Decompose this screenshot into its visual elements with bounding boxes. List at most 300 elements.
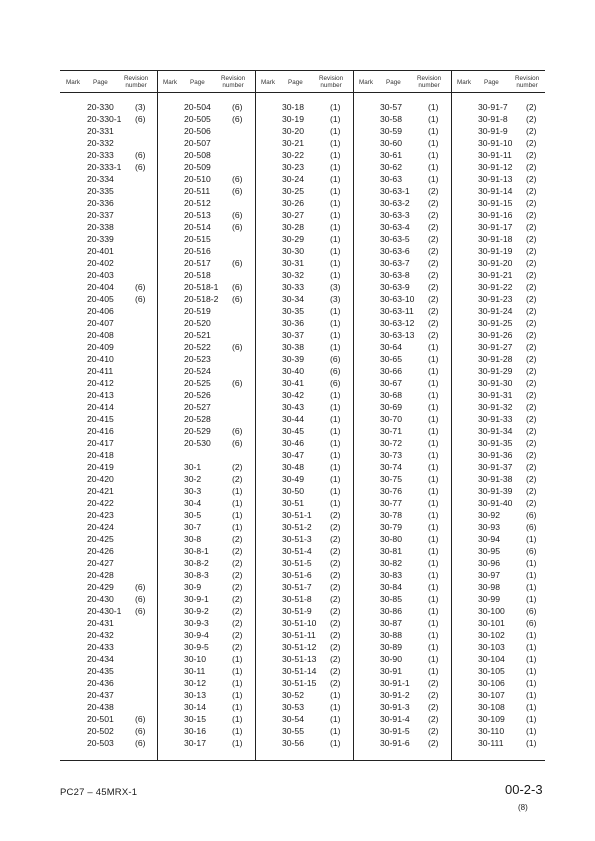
table-row [60,653,157,665]
page-cell: 30-111 [478,738,504,748]
table-row [353,473,450,485]
revision-cell: (6) [232,426,243,436]
page-cell: 30-91-21 [478,270,513,280]
table-row [353,653,450,665]
header-revision-number [124,72,148,92]
table-row [60,209,157,221]
table-row [157,149,254,161]
revision-cell: (2) [428,738,439,748]
table-row [60,161,157,173]
table-row [451,197,548,209]
table-bottom-rule [60,760,545,761]
page-cell: 30-89 [380,642,402,652]
table-row [157,197,254,209]
table-row [157,569,254,581]
table-row [157,125,254,137]
page-cell: 20-432 [87,630,114,640]
table-row [255,497,352,509]
page-cell: 30-63-6 [380,246,410,256]
table-row [60,317,157,329]
revision-cell: (2) [526,438,537,448]
table-row [451,233,548,245]
table-row [255,257,352,269]
header-revision-line2: number [418,82,440,89]
revision-cell: (2) [526,306,537,316]
page-cell: 30-28 [282,222,304,232]
revision-cell: (1) [232,738,243,748]
table-row [353,629,450,641]
page-cell: 30-91-39 [478,486,513,496]
revision-cell: (1) [526,534,537,544]
page-cell: 30-58 [380,114,402,124]
page-cell: 30-86 [380,606,402,616]
table-row [255,437,352,449]
revision-cell: (6) [135,282,146,292]
page-cell: 30-17 [184,738,206,748]
table-row [451,725,548,737]
table-row [157,101,254,113]
page-cell: 30-91-37 [478,462,513,472]
page-cell: 30-87 [380,618,402,628]
header-mark: Mark [457,78,471,86]
revision-cell: (2) [526,282,537,292]
page-cell: 30-105 [478,666,505,676]
revision-cell: (6) [330,354,341,364]
table-row [157,713,254,725]
table-row [451,341,548,353]
revision-cell: (1) [330,474,341,484]
page-cell: 20-522 [184,342,211,352]
page-cell: 20-335 [87,186,114,196]
revision-cell: (1) [330,342,341,352]
table-row [451,137,548,149]
revision-cell: (2) [330,678,341,688]
page-cell: 30-51-5 [282,558,312,568]
page-cell: 30-30 [282,246,304,256]
page-cell: 30-16 [184,726,206,736]
page-cell: 20-421 [87,486,114,496]
table-row [451,665,548,677]
revision-cell: (2) [526,330,537,340]
revision-cell: (2) [526,294,537,304]
revision-cell: (2) [526,162,537,172]
revision-cell: (1) [428,618,439,628]
revision-cell: (6) [526,510,537,520]
page-cell: 30-100 [478,606,505,616]
table-row [353,173,450,185]
table-row [60,245,157,257]
revision-cell: (1) [330,330,341,340]
page-cell: 30-13 [184,690,206,700]
page-cell: 30-91-12 [478,162,513,172]
revision-cell: (2) [526,174,537,184]
table-row [60,449,157,461]
revision-cell: (2) [232,594,243,604]
revision-cell: (6) [135,738,146,748]
table-row [60,425,157,437]
revision-cell: (1) [330,126,341,136]
header-page: Page [484,78,499,86]
page-cell: 30-75 [380,474,402,484]
page-cell: 30-50 [282,486,304,496]
revision-cell: (6) [232,342,243,352]
revision-cell: (1) [526,726,537,736]
table-row [353,389,450,401]
page-cell: 20-523 [184,354,211,364]
table-row [157,365,254,377]
page-cell: 30-4 [184,498,202,508]
page-cell: 20-506 [184,126,211,136]
revision-cell: (2) [232,474,243,484]
page-cell: 30-107 [478,690,505,700]
table-row [255,689,352,701]
table-row [255,221,352,233]
page-cell: 30-20 [282,126,304,136]
page-cell: 30-8-1 [184,546,209,556]
table-row [255,113,352,125]
table-row [60,137,157,149]
table-row [353,701,450,713]
revision-cell: (2) [232,642,243,652]
table-row [451,317,548,329]
page-cell: 20-425 [87,534,114,544]
table-row [60,341,157,353]
table-row [60,509,157,521]
table-row [353,257,450,269]
page-cell: 20-530 [184,438,211,448]
revision-cell: (6) [232,114,243,124]
page-cell: 30-25 [282,186,304,196]
page-cell: 20-330 [87,102,114,112]
revision-cell: (6) [135,714,146,724]
page-cell: 30-104 [478,654,505,664]
table-row [255,305,352,317]
table-row [451,329,548,341]
revision-cell: (2) [428,258,439,268]
table-row [353,401,450,413]
page-cell: 20-524 [184,366,211,376]
revision-cell: (2) [330,546,341,556]
header-page: Page [288,78,303,86]
revision-cell: (1) [428,402,439,412]
revision-cell: (1) [330,246,341,256]
table-row [157,377,254,389]
revision-cell: (6) [232,102,243,112]
table-row [157,641,254,653]
revision-cell: (1) [428,486,439,496]
table-row [157,425,254,437]
table-row [255,101,352,113]
header-bottom-rule [60,92,545,93]
table-row [353,545,450,557]
header-revision-number [515,72,539,92]
revision-cell: (2) [526,246,537,256]
page-cell: 20-413 [87,390,114,400]
page-cell: 30-22 [282,150,304,160]
page-cell: 20-429 [87,582,114,592]
revision-cell: (2) [232,546,243,556]
table-row [451,581,548,593]
table-row [353,281,450,293]
page-cell: 30-91 [380,666,402,676]
table-row [255,701,352,713]
page-cell: 30-73 [380,450,402,460]
page-cell: 30-95 [478,546,500,556]
revision-cell: (2) [526,318,537,328]
page-cell: 20-518 [184,270,211,280]
revision-cell: (1) [330,726,341,736]
page-cell: 30-9-3 [184,618,209,628]
page-cell: 30-91-14 [478,186,513,196]
page-cell: 30-9-1 [184,594,209,604]
revision-cell: (1) [330,738,341,748]
revision-cell: (1) [330,426,341,436]
revision-cell: (1) [330,498,341,508]
page-cell: 30-42 [282,390,304,400]
revision-cell: (1) [428,534,439,544]
revision-cell: (2) [428,726,439,736]
revision-cell: (1) [428,114,439,124]
page-cell: 30-91-15 [478,198,513,208]
page-cell: 30-85 [380,594,402,604]
table-row [157,413,254,425]
revision-cell: (2) [232,570,243,580]
revision-cell: (1) [526,582,537,592]
page-cell: 30-38 [282,342,304,352]
revision-cell: (6) [232,186,243,196]
table-row [353,125,450,137]
page-cell: 20-430 [87,594,114,604]
page-cell: 30-55 [282,726,304,736]
revision-cell: (2) [526,102,537,112]
revision-cell: (1) [428,510,439,520]
page-cell: 20-332 [87,138,114,148]
page-cell: 20-518-2 [184,294,219,304]
table-row [255,545,352,557]
table-row [255,377,352,389]
revision-cell: (6) [526,606,537,616]
revision-cell: (2) [428,294,439,304]
revision-cell: (1) [232,510,243,520]
header-revision-line2: number [516,82,538,89]
table-row [451,293,548,305]
revision-cell: (2) [330,582,341,592]
table-row [255,665,352,677]
table-row [157,497,254,509]
revision-cell: (2) [526,198,537,208]
page-cell: 20-515 [184,234,211,244]
page-cell: 30-103 [478,642,505,652]
header-revision-line2: number [222,82,244,89]
page-cell: 30-63-12 [380,318,415,328]
page-cell: 20-430-1 [87,606,122,616]
table-row [451,677,548,689]
page-cell: 30-51-14 [282,666,317,676]
page-cell: 30-48 [282,462,304,472]
table-row [353,617,450,629]
table-row [353,293,450,305]
table-row [353,197,450,209]
table-row [353,209,450,221]
page-cell: 30-91-11 [478,150,512,160]
page-cell: 30-19 [282,114,304,124]
page-cell: 20-410 [87,354,114,364]
revision-cell: (2) [526,138,537,148]
table-row [60,497,157,509]
page-cell: 20-406 [87,306,114,316]
page-cell: 20-419 [87,462,114,472]
table-row [255,581,352,593]
page-cell: 20-403 [87,270,114,280]
page-cell: 30-91-36 [478,450,513,460]
page-cell: 30-63-10 [380,294,415,304]
page-cell: 30-51-3 [282,534,312,544]
page-cell: 30-98 [478,582,500,592]
table-row [353,641,450,653]
table-row [60,569,157,581]
revision-cell: (2) [526,234,537,244]
revision-cell: (1) [232,714,243,724]
page-cell: 20-431 [87,618,114,628]
page-cell: 30-63-4 [380,222,410,232]
table-row [451,173,548,185]
table-row [60,173,157,185]
revision-cell: (6) [232,438,243,448]
page-cell: 20-338 [87,222,114,232]
table-row [353,485,450,497]
revision-cell: (1) [330,714,341,724]
page-cell: 30-91-7 [478,102,508,112]
table-row [451,413,548,425]
header-revision-line1: Revision [319,75,344,82]
page-cell: 30-63-5 [380,234,410,244]
revision-cell: (1) [330,450,341,460]
page-cell: 30-91-26 [478,330,513,340]
page-cell: 30-63-3 [380,210,410,220]
page-cell: 30-93 [478,522,500,532]
table-row [451,641,548,653]
table-row [60,125,157,137]
page-cell: 30-39 [282,354,304,364]
revision-cell: (1) [330,690,341,700]
page-cell: 30-81 [380,546,402,556]
revision-cell: (1) [330,114,341,124]
revision-cell: (1) [526,702,537,712]
table-row [451,521,548,533]
revision-cell: (1) [526,570,537,580]
revision-cell: (1) [428,378,439,388]
revision-cell: (1) [526,654,537,664]
page-cell: 20-436 [87,678,114,688]
table-row [157,401,254,413]
revision-cell: (2) [330,618,341,628]
page-cell: 30-8-2 [184,558,209,568]
page-cell: 30-90 [380,654,402,664]
revision-cell: (2) [232,618,243,628]
revision-cell: (6) [330,378,341,388]
revision-cell: (2) [330,654,341,664]
revision-column [255,101,352,749]
table-row [255,389,352,401]
page-cell: 30-63-11 [380,306,414,316]
page-cell: 20-407 [87,318,114,328]
revision-cell: (1) [526,630,537,640]
page-cell: 30-76 [380,486,402,496]
table-row [60,221,157,233]
page-cell: 30-91-28 [478,354,513,364]
page-cell: 20-339 [87,234,114,244]
table-row [157,605,254,617]
table-row [255,329,352,341]
page-cell: 30-60 [380,138,402,148]
table-row [353,497,450,509]
page-cell: 20-423 [87,510,114,520]
table-row [451,737,548,749]
header-mark: Mark [66,78,80,86]
revision-cell: (1) [526,558,537,568]
revision-cell: (2) [428,690,439,700]
revision-cell: (1) [428,414,439,424]
table-row [157,293,254,305]
table-row [353,713,450,725]
revision-cell: (1) [428,354,439,364]
page-cell: 30-72 [380,438,402,448]
table-row [255,713,352,725]
page-cell: 20-518-1 [184,282,219,292]
page-cell: 20-521 [184,330,211,340]
page-cell: 20-529 [184,426,211,436]
page-cell: 20-405 [87,294,114,304]
page-cell: 20-433 [87,642,114,652]
table-row [157,221,254,233]
table-row [60,101,157,113]
revision-cell: (2) [526,342,537,352]
revision-cell: (2) [526,390,537,400]
page-cell: 30-51-7 [282,582,312,592]
revision-cell: (2) [526,150,537,160]
revision-cell: (1) [428,558,439,568]
page-cell: 20-408 [87,330,114,340]
header-revision-number [319,72,343,92]
revision-cell: (1) [330,258,341,268]
table-row [353,353,450,365]
table-row [157,437,254,449]
revision-cell: (2) [330,510,341,520]
revision-cell: (6) [232,294,243,304]
table-row [451,617,548,629]
table-row [451,113,548,125]
table-row [353,605,450,617]
table-row [255,425,352,437]
page-cell: 30-33 [282,282,304,292]
table-row [157,281,254,293]
page-cell: 30-66 [380,366,402,376]
table-row [60,641,157,653]
table-row [60,689,157,701]
revision-cell: (1) [232,726,243,736]
page-cell: 20-416 [87,426,114,436]
revision-cell: (2) [526,402,537,412]
table-row [60,269,157,281]
table-row [451,161,548,173]
revision-cell: (1) [428,390,439,400]
page-cell: 20-418 [87,450,114,460]
table-row [255,185,352,197]
page-cell: 30-70 [380,414,402,424]
revision-cell: (1) [428,342,439,352]
page-cell: 30-51-15 [282,678,317,688]
table-row [451,449,548,461]
